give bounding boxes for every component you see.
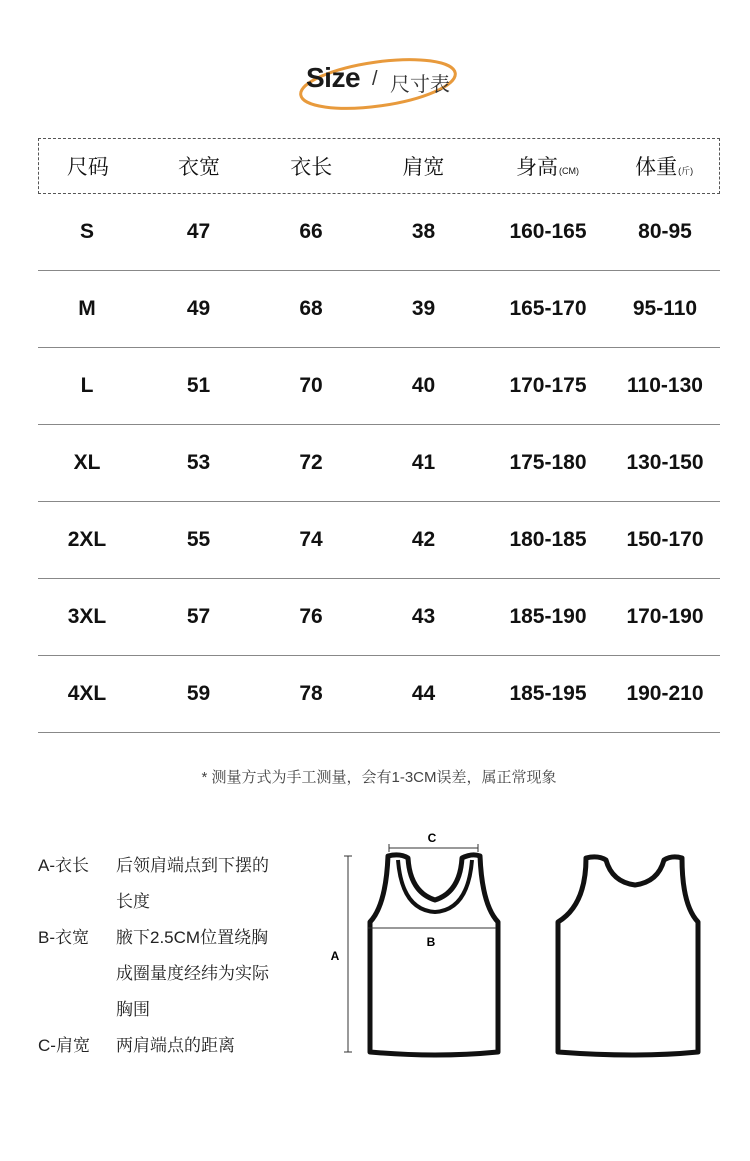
header-length: 衣长 [290,156,333,179]
cell-shoulder: 39 [411,297,436,320]
cell-shoulder: 44 [411,682,436,705]
cell-length: 70 [299,374,323,397]
cell-height: 160-165 [509,220,587,243]
tank-top-back-icon [558,857,698,1055]
cell-chest-width: 51 [186,374,211,397]
cell-length: 74 [299,528,323,551]
cell-size: L [80,374,94,397]
cell-shoulder: 42 [411,528,436,551]
cell-height: 180-185 [509,528,587,551]
desc-key: C-肩宽 [38,1036,90,1055]
cell-shoulder: 43 [411,605,436,628]
cell-shoulder: 38 [411,220,436,243]
cell-height: 185-190 [509,605,587,628]
cell-weight: 80-95 [638,220,692,243]
header-shoulder: 肩宽 [402,156,445,179]
tank-top-front-icon [370,855,498,1055]
title-slash: / [372,68,378,90]
cell-height: 165-170 [509,297,587,320]
cell-weight: 190-210 [626,682,704,705]
cell-weight: 170-190 [626,605,704,628]
cell-chest-width: 57 [186,605,211,628]
header-height-label: 身高 [516,156,559,179]
label-a: A [330,949,340,963]
cell-chest-width: 47 [186,220,211,243]
cell-size: 4XL [67,682,107,705]
cell-weight: 130-150 [626,451,704,474]
desc-key: A-衣长 [38,856,89,875]
header-size: 尺码 [66,156,109,179]
title-chinese: 尺寸表 [390,74,450,96]
cell-height: 170-175 [509,374,587,397]
cell-length: 76 [299,605,323,628]
desc-line: 长度 [116,892,150,911]
cell-length: 78 [299,682,323,705]
desc-line: 成圈量度经纬为实际 [116,964,269,983]
header-weight-label: 体重 [635,156,678,179]
label-b: B [426,935,436,949]
cell-shoulder: 41 [411,451,436,474]
cell-weight: 110-130 [627,374,703,397]
cell-size: 3XL [67,605,107,628]
desc-line: 后领肩端点到下摆的 [116,856,269,875]
label-c: C [427,831,437,845]
cell-weight: 95-110 [632,297,698,320]
desc-line: 胸围 [116,1000,150,1019]
cell-shoulder: 40 [411,374,436,397]
cell-weight: 150-170 [626,528,704,551]
cell-chest-width: 53 [186,451,211,474]
cell-height: 175-180 [509,451,587,474]
desc-key: B-衣宽 [38,928,89,947]
cell-chest-width: 49 [186,297,211,320]
cell-length: 66 [299,220,323,243]
cell-chest-width: 55 [186,528,211,551]
header-weight-unit: (斤) [678,166,694,176]
cell-length: 68 [299,297,323,320]
header-chest-width: 衣宽 [178,156,221,179]
header-height-unit: (CM) [559,166,580,176]
cell-size: M [78,297,96,320]
cell-chest-width: 59 [186,682,211,705]
measurement-note: * 测量方式为手工测量，会有1-3CM误差，属正常现象 [201,769,557,786]
cell-size: S [79,220,94,243]
title-english: Size [306,62,361,93]
cell-size: 2XL [67,528,107,551]
cell-height: 185-195 [509,682,587,705]
desc-line: 腋下2.5CM位置绕胸 [116,928,269,947]
cell-size: XL [73,451,101,474]
desc-line: 两肩端点的距离 [116,1036,235,1055]
cell-length: 72 [299,451,323,474]
